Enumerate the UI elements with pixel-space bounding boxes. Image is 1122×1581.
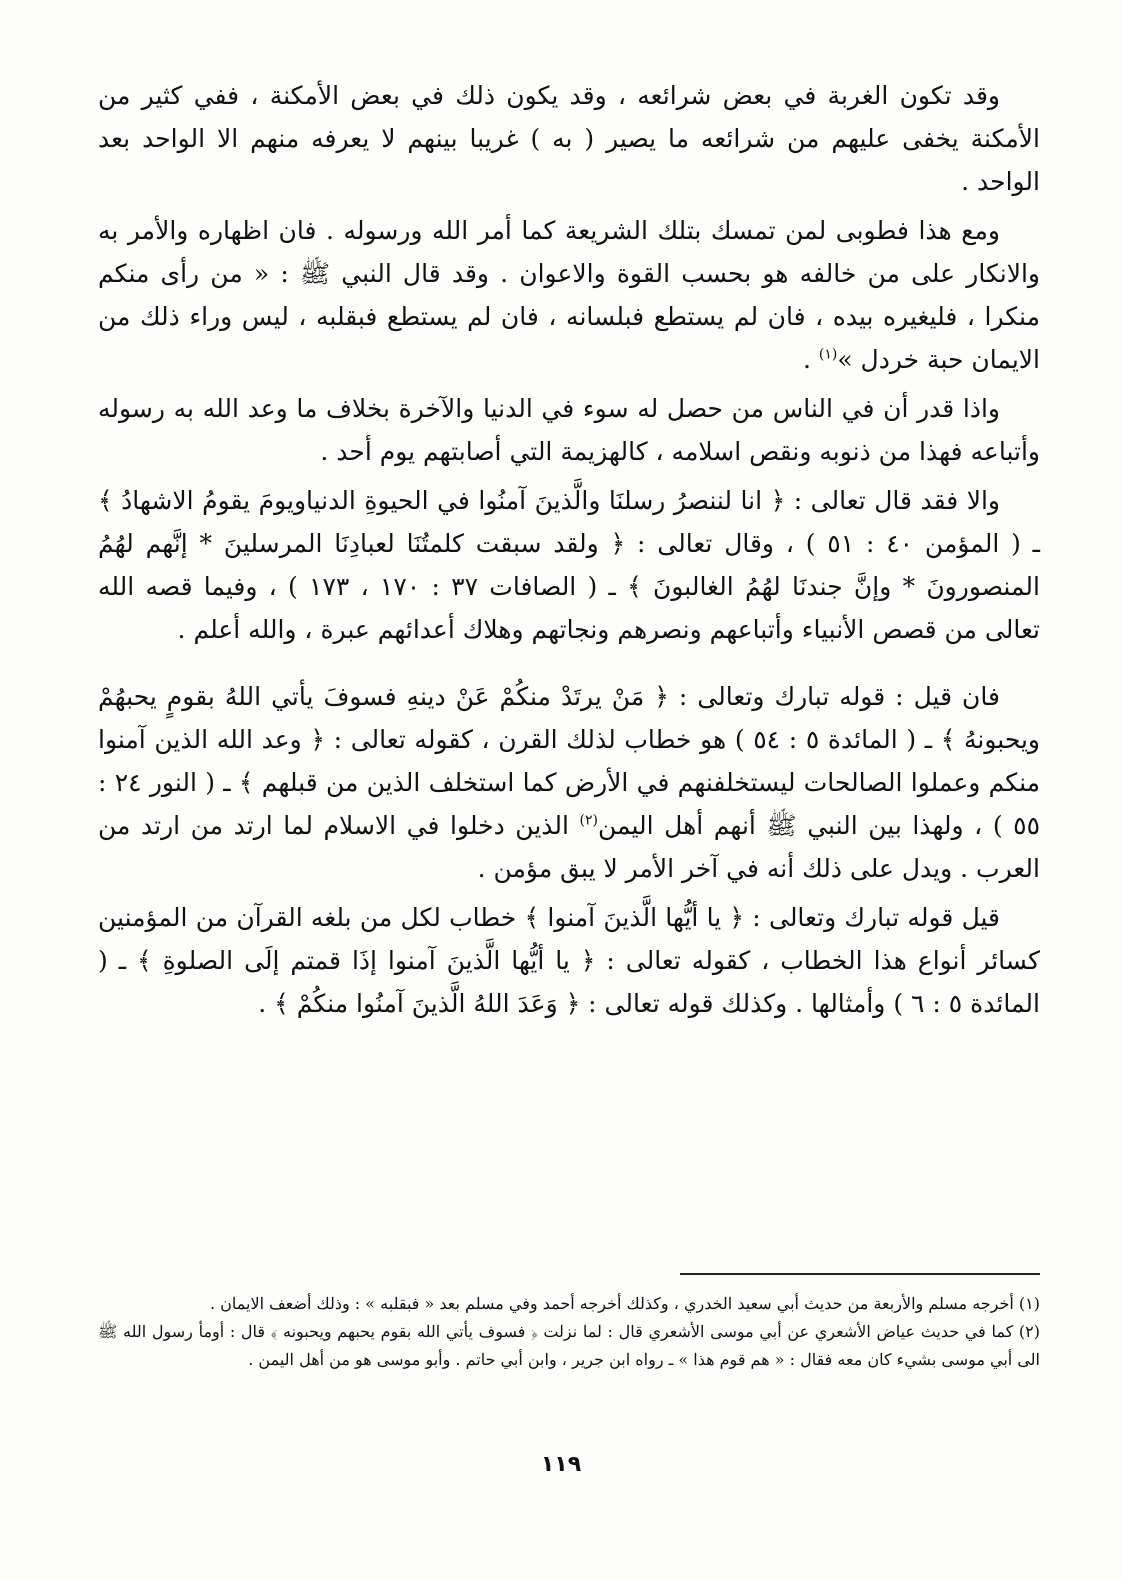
paragraph-3: واذا قدر أن في الناس من حصل له سوء في الدنيا والآخرة بخلاف ما وعد الله به رسوله وأتباعه فهذا من ذنوبه ونقص اسلامه ، كالهزيمة التي أصابتهم يوم أحد .	[98, 394, 1040, 466]
main-text	[98, 74, 1040, 1025]
paragraph-4: والا فقد قال تعالى : ﴿ انا لننصرُ رسلنَا والَّذينَ آمنُوا في الحيوةِ الدنياويومَ يقومُ الاشهادُ ﴾ ـ ( المؤمن ٤٠ : ٥١ ) ، وقال تعالى : ﴿ ولقد سبقت كلمتُنَا لعبادِنَا المرسلينَ * إنَّهم لهُمُ المنصورونَ * وإنَّ جندنَا لهُمُ الغالبونَ ﴾ ـ ( الصافات ٣٧ : ١٧٠ ، ١٧٣ ) ، وفيما قصه الله تعالى من قصص الأنبياء وأتباعهم ونصرهم ونجاتهم وهلاك أعدائهم عبرة ، والله أعلم .	[98, 486, 1040, 644]
page-number: ١١٩	[540, 1452, 582, 1477]
footnote-2: (٢) كما في حديث عياض الأشعري عن أبي موسى الأشعري قال : لما نزلت ﴿ فسوف يأتي الله بقوم يحبهم ويحبونه ﴾ قال : أومأ رسول الله ﷺ الى أبي موسى بشيء كان معه فقال : « هم قوم هذا » ـ رواه ابن جرير ، وابن أبي حاتم . وأبو موسى هو من أهل اليمن .	[98, 1322, 1040, 1369]
paragraph-6: قيل قوله تبارك وتعالى : ﴿ يا أيُّها الَّذينَ آمنوا ﴾ خطاب لكل من بلغه القرآن من المؤمنين كسائر أنواع هذا الخطاب ، كقوله تعالى : ﴿ يا أيُّها الَّذينَ آمنوا إذَا قمتم إلَى الصلوةِ ﴾ ـ ( المائدة ٥ : ٦ ) وأمثالها . وكذلك قوله تعالى : ﴿ وَعَدَ اللهُ الَّذينَ آمنُوا منكُمْ ﴾ .	[98, 903, 1040, 1018]
footnote-ref-1: (١)	[818, 346, 838, 363]
paragraph-2: ومع هذا فطوبى لمن تمسك بتلك الشريعة كما أمر الله ورسوله . فان اظهاره والأمر به والانكار على من خالفه هو بحسب القوة والاعوان . وقد قال النبي ﷺ : « من رأى منكم منكرا ، فليغيره بيده ، فان لم يستطع فبلسانه ، فان لم يستطع فبقلبه ، ليس وراء ذلك من الايمان حبة خردل »$^{(١)}$ .	[98, 216, 1040, 374]
footnote-divider	[680, 1273, 1040, 1275]
paragraph-1: وقد تكون الغربة في بعض شرائعه ، وقد يكون ذلك في بعض الأمكنة ، ففي كثير من الأمكنة يخفى عليهم من شرائعه ما يصير ( به ) غريبا بينهم لا يعرفه منهم الا الواحد بعد الواحد .	[98, 81, 1040, 196]
footnotes	[98, 1290, 1040, 1374]
paragraph-5: فان قيل : قوله تبارك وتعالى : ﴿ مَنْ يرتَدْ منكُمْ عَنْ دينهِ فسوفَ يأتي اللهُ بقومٍ يحبهُمْ ويحبونهُ ﴾ ـ ( المائدة ٥ : ٥٤ ) هو خطاب لذلك القرن ، كقوله تعالى : ﴿ وعد الله الذين آمنوا منكم وعملوا الصالحات ليستخلفنهم في الأرض كما استخلف الذين من قبلهم ﴾ ـ ( النور ٢٤ : ٥٥ ) ، ولهذا بين النبي ﷺ أنهم أهل اليمن$^{(٢)}$ الذين دخلوا في الاسلام لما ارتد من ارتد من العرب . ويدل على ذلك أنه في آخر الأمر لا يبق مؤمن .	[98, 682, 1041, 883]
footnote-ref-2: (٢)	[579, 812, 599, 829]
footnote-1: (١) أخرجه مسلم والأربعة من حديث أبي سعيد الخدري ، وكذلك أخرجه أحمد وفي مسلم بعد « فبقلبه » : وذلك أضعف الايمان .	[209, 1294, 1040, 1313]
